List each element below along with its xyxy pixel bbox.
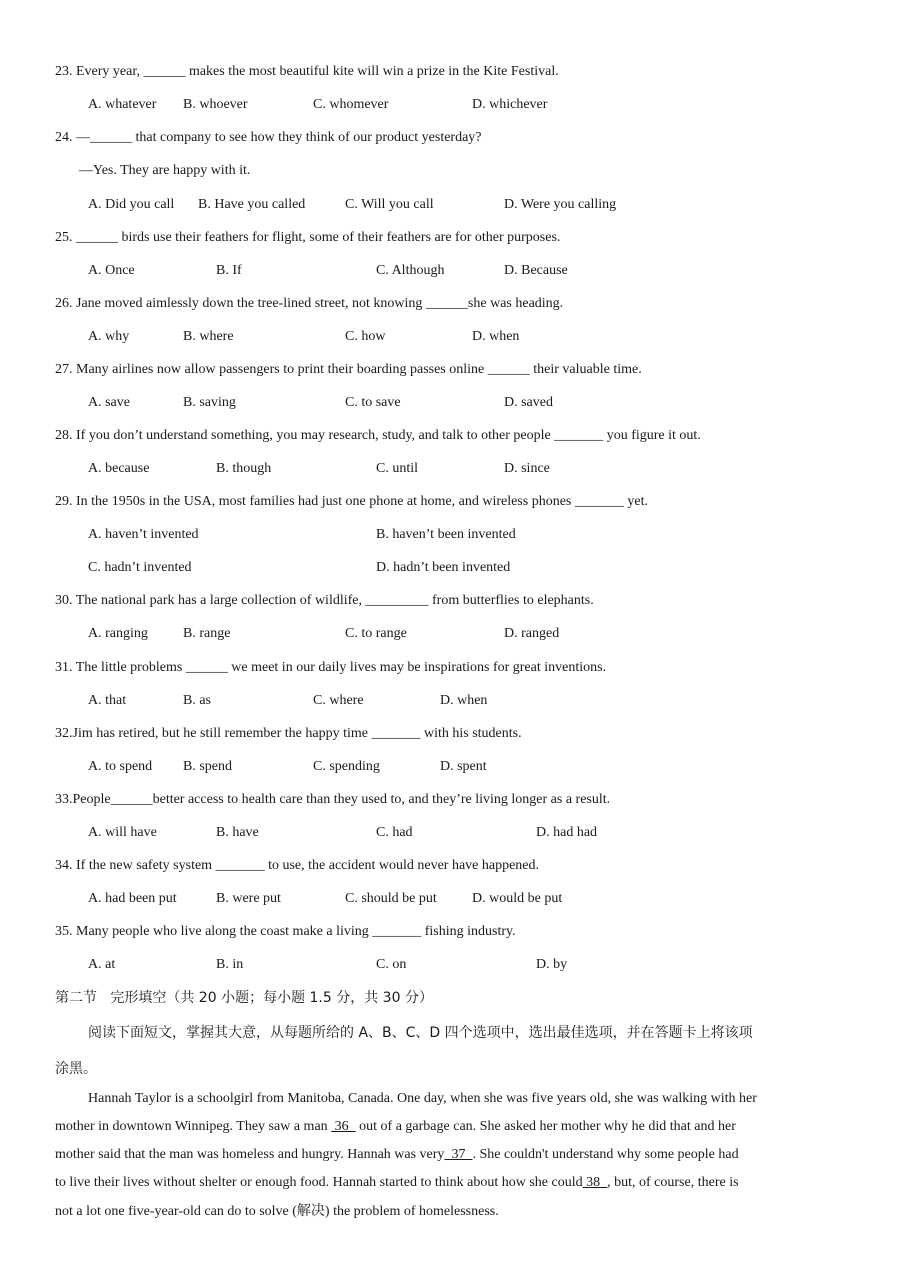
question-28-option-d: D. since xyxy=(504,461,550,476)
question-25-option-a: A. Once xyxy=(88,263,135,278)
question-35-option-c: C. on xyxy=(376,957,407,972)
question-31-stem: 31. The little problems ______ we meet in our daily lives may be inspirations for great inventions. xyxy=(55,660,607,675)
question-34-stem: 34. If the new safety system _______ to use, the accident would never have happened. xyxy=(55,858,540,873)
blank-36: 36 xyxy=(331,1119,356,1134)
question-31-option-c: C. where xyxy=(313,693,364,708)
question-34-option-d: D. would be put xyxy=(472,891,563,906)
question-29-option-a: A. haven’t invented xyxy=(88,527,199,542)
question-31-option-b: B. as xyxy=(183,693,211,708)
section-instruction-line1: 阅读下面短文，掌握其大意，从每题所给的 A、B、C、D 四个选项中，选出最佳选项，并在答题卡上将该项 xyxy=(88,1025,753,1041)
question-23-option-d: D. whichever xyxy=(472,97,548,112)
question-25-stem: 25. ______ birds use their feathers for flight, some of their feathers are for other purposes. xyxy=(55,230,561,245)
question-28-stem: 28. If you don’t understand something, you may research, study, and talk to other people _______ you figure it out. xyxy=(55,428,701,443)
passage-line-5: not a lot one five-year-old can do to solve (解决) the problem of homelessness. xyxy=(55,1204,499,1219)
question-35-option-d: D. by xyxy=(536,957,568,972)
question-32-option-a: A. to spend xyxy=(88,759,153,774)
question-29-option-c: C. hadn’t invented xyxy=(88,560,192,575)
question-33-option-a: A. will have xyxy=(88,825,157,840)
question-30-stem: 30. The national park has a large collection of wildlife, _________ from butterflies to elephants. xyxy=(55,593,594,608)
question-32-option-b: B. spend xyxy=(183,759,232,774)
question-34-option-c: C. should be put xyxy=(345,891,437,906)
section-heading: 第二节 完形填空（共 20 小题；每小题 1.5 分，共 30 分） xyxy=(55,990,433,1006)
question-33-option-c: C. had xyxy=(376,825,413,840)
question-23-option-b: B. whoever xyxy=(183,97,248,112)
blank-37: 37 xyxy=(444,1147,473,1162)
question-30-option-c: C. to range xyxy=(345,626,407,641)
question-34-option-a: A. had been put xyxy=(88,891,177,906)
question-30-option-d: D. ranged xyxy=(504,626,560,641)
question-24-response: —Yes. They are happy with it. xyxy=(79,163,251,178)
question-27-option-d: D. saved xyxy=(504,395,553,410)
question-26-stem: 26. Jane moved aimlessly down the tree-lined street, not knowing ______she was heading. xyxy=(55,296,564,311)
question-33-option-b: B. have xyxy=(216,825,259,840)
question-26-option-c: C. how xyxy=(345,329,386,344)
question-24-stem: 24. —______ that company to see how they think of our product yesterday? xyxy=(55,130,482,145)
question-30-option-a: A. ranging xyxy=(88,626,148,641)
question-24-option-d: D. Were you calling xyxy=(504,197,617,212)
question-25-option-b: B. If xyxy=(216,263,242,278)
question-32-option-c: C. spending xyxy=(313,759,380,774)
question-23-option-a: A. whatever xyxy=(88,97,157,112)
question-26-option-b: B. where xyxy=(183,329,234,344)
question-23-option-c: C. whomever xyxy=(313,97,389,112)
question-27-option-a: A. save xyxy=(88,395,130,410)
question-26-option-d: D. when xyxy=(472,329,520,344)
question-28-option-b: B. though xyxy=(216,461,272,476)
question-24-option-b: B. Have you called xyxy=(198,197,306,212)
question-24-option-c: C. Will you call xyxy=(345,197,434,212)
passage-line-3: mother said that the man was homeless and hungry. Hannah was very 37 . She couldn't understand why some people had xyxy=(55,1147,739,1162)
question-27-option-c: C. to save xyxy=(345,395,401,410)
section-instruction-line2: 涂黑。 xyxy=(55,1061,97,1077)
question-29-option-b: B. haven’t been invented xyxy=(376,527,516,542)
passage-line-4: to live their lives without shelter or enough food. Hannah started to think about how she could 38 , but, of course, there is xyxy=(55,1175,739,1190)
question-24-option-a: A. Did you call xyxy=(88,197,175,212)
question-32-option-d: D. spent xyxy=(440,759,487,774)
question-35-stem: 35. Many people who live along the coast make a living _______ fishing industry. xyxy=(55,924,516,939)
question-33-stem: 33.People______better access to health care than they used to, and they’re living longer as a result. xyxy=(55,792,611,807)
question-25-option-d: D. Because xyxy=(504,263,568,278)
question-32-stem: 32.Jim has retired, but he still remember the happy time _______ with his students. xyxy=(55,726,522,741)
question-31-option-d: D. when xyxy=(440,693,488,708)
question-28-option-c: C. until xyxy=(376,461,419,476)
passage-line-2: mother in downtown Winnipeg. They saw a man 36 out of a garbage can. She asked her mother why he did that and her xyxy=(55,1119,736,1134)
question-29-stem: 29. In the 1950s in the USA, most families had just one phone at home, and wireless phones _______ yet. xyxy=(55,494,648,509)
question-34-option-b: B. were put xyxy=(216,891,281,906)
question-27-stem: 27. Many airlines now allow passengers to print their boarding passes online ______ their valuable time. xyxy=(55,362,642,377)
question-28-option-a: A. because xyxy=(88,461,150,476)
blank-38: 38 xyxy=(582,1175,608,1190)
passage-line-1: Hannah Taylor is a schoolgirl from Manitoba, Canada. One day, when she was five years old, she was walking with her xyxy=(88,1091,757,1106)
question-30-option-b: B. range xyxy=(183,626,231,641)
question-35-option-a: A. at xyxy=(88,957,116,972)
question-23-stem: 23. Every year, ______ makes the most beautiful kite will win a prize in the Kite Festival. xyxy=(55,64,559,79)
question-33-option-d: D. had had xyxy=(536,825,598,840)
question-25-option-c: C. Although xyxy=(376,263,445,278)
question-27-option-b: B. saving xyxy=(183,395,236,410)
question-29-option-d: D. hadn’t been invented xyxy=(376,560,511,575)
question-26-option-a: A. why xyxy=(88,329,130,344)
question-35-option-b: B. in xyxy=(216,957,244,972)
question-31-option-a: A. that xyxy=(88,693,127,708)
